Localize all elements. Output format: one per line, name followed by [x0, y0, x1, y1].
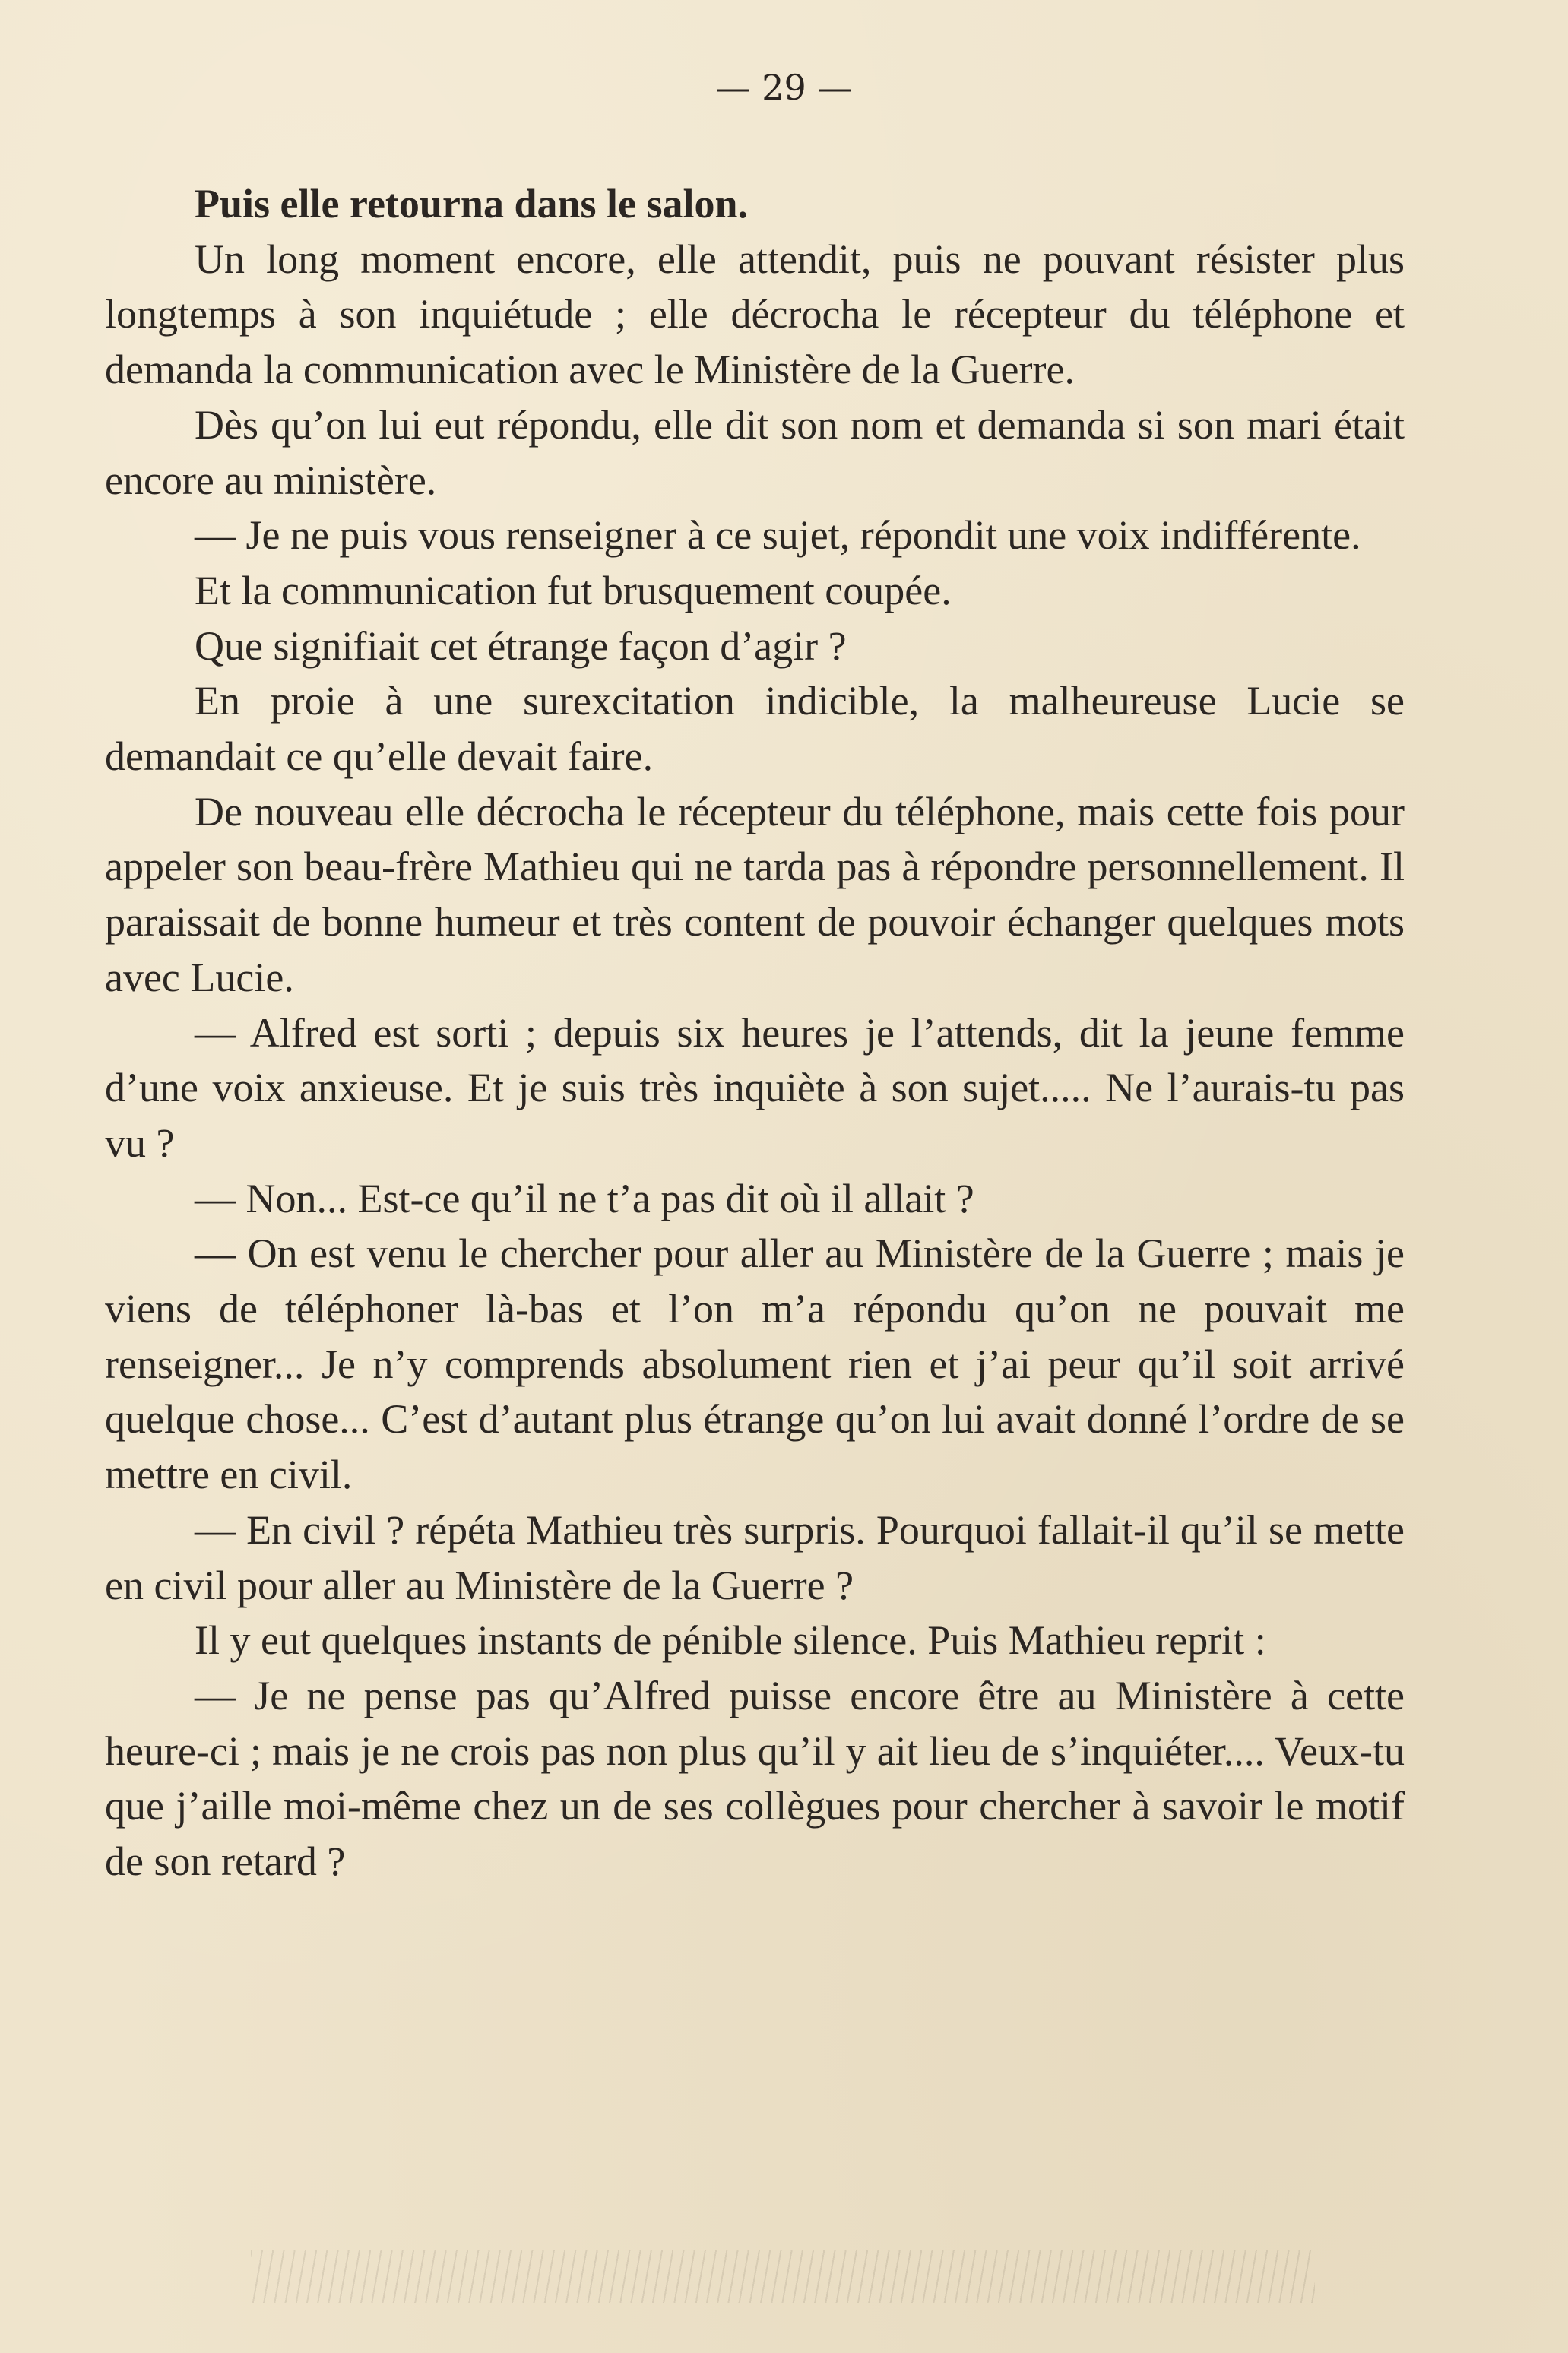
paragraph: Un long moment encore, elle attendit, puis ne pouvant résister plus longtemps à son inquiétude ; elle décrocha le récepteur du téléphone et demanda la communication avec le Ministère de la Guerre.	[105, 236, 1405, 393]
paragraph: Que signifiait cet étrange façon d’agir ?	[195, 622, 847, 669]
print-show-through	[251, 2250, 1315, 2303]
body-text	[105, 176, 1405, 1889]
dialogue-paragraph: — Non... Est-ce qu’il ne t’a pas dit où il allait ?	[195, 1175, 974, 1221]
paragraph: Il y eut quelques instants de pénible silence. Puis Mathieu reprit :	[195, 1617, 1266, 1664]
paragraph: Puis elle retourna dans le salon.	[195, 181, 749, 226]
paragraph: Dès qu’on lui eut répondu, elle dit son nom et demanda si son mari était encore au ministère.	[105, 401, 1405, 503]
dialogue-paragraph: — Je ne pense pas qu’Alfred puisse encore être au Ministère à cette heure-ci ; mais je ne crois pas non plus qu’il y ait lieu de s’inquiéter.... Veux-tu que j’aille moi-même chez un de ses collègues pour chercher à savoir le motif de son retard ?	[105, 1672, 1405, 1885]
paragraph: Et la communication fut brusquement coupée.	[195, 567, 952, 613]
paragraph: En proie à une surexcitation indicible, la malheureuse Lucie se demandait ce qu’elle devait faire.	[105, 678, 1405, 780]
dialogue-paragraph: — En civil ? répéta Mathieu très surpris. Pourquoi fallait-il qu’il se mette en civil pour aller au Ministère de la Guerre ?	[105, 1506, 1405, 1608]
dialogue-paragraph: — On est venu le chercher pour aller au Ministère de la Guerre ; mais je viens de téléphoner là-bas et l’on m’a répondu qu’on ne pouvait me renseigner... Je n’y comprends absolument rien et j’ai peur qu’il soit arrivé quelque chose... C’est d’autant plus étrange qu’on lui avait donné l’ordre de se mettre en civil.	[105, 1230, 1405, 1498]
dialogue-paragraph: — Je ne puis vous renseigner à ce sujet, répondit une voix indifférente.	[195, 512, 1361, 559]
dialogue-paragraph: — Alfred est sorti ; depuis six heures je l’attends, dit la jeune femme d’une voix anxieuse. Et je suis très inquiète à son sujet..... Ne l’aurais-tu pas vu ?	[105, 1009, 1405, 1166]
paragraph: De nouveau elle décrocha le récepteur du téléphone, mais cette fois pour appeler son beau-frère Mathieu qui ne tarda pas à répondre personnellement. Il paraissait de bonne humeur et très content de pouvoir échanger quelques mots avec Lucie.	[105, 788, 1405, 1000]
page-number: — 29 —	[715, 67, 853, 108]
